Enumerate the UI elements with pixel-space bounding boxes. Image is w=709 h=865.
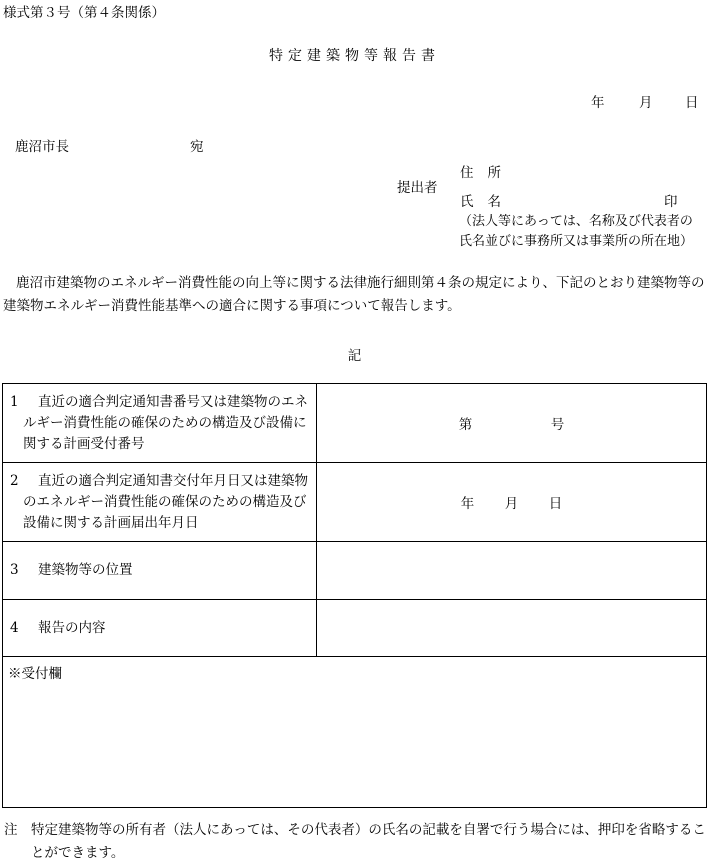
item-label-cell — [3, 600, 317, 657]
date-year-label: 年 — [591, 95, 605, 111]
item-label: 報告の内容 — [38, 619, 106, 636]
item-label: 直近の適合判定通知書番号又は建築物のエネルギー消費性能の確保のための構造及び設備に関する計画受付番号 — [23, 393, 308, 452]
item-number: 3 — [10, 562, 19, 578]
item-label-cell — [3, 542, 317, 600]
recipient-name: 鹿沼市長 — [15, 139, 69, 155]
address-label: 住所 — [460, 165, 515, 181]
table-row — [3, 657, 707, 808]
item-label: 建築物等の位置 — [38, 562, 133, 578]
item-label-cell — [3, 384, 317, 463]
footnote-mark: 注 — [4, 822, 18, 838]
item-number: 2 — [10, 472, 19, 489]
report-statement: 鹿沼市建築物のエネルギー消費性能の向上等に関する法律施行細則第４条の規定により、下記のとおり建築物等の建築物エネルギー消費性能基準への適合に関する事項について報告します。 — [3, 275, 705, 314]
issue-day-label: 日 — [548, 496, 563, 512]
report-content-field[interactable] — [317, 600, 707, 657]
date-line — [591, 91, 699, 111]
document-title: 特定建築物等報告書 — [269, 48, 440, 64]
table-row — [3, 384, 707, 463]
item-number: 1 — [10, 393, 19, 410]
submitter-label: 提出者 — [397, 180, 438, 196]
table-row — [3, 463, 707, 542]
form-number-label: 様式第３号（第４条関係） — [3, 5, 165, 21]
report-table — [2, 383, 707, 808]
ki-heading: 記 — [347, 348, 362, 364]
issue-date-field[interactable] — [317, 463, 707, 542]
table-row — [3, 600, 707, 657]
item-label: 直近の適合判定通知書交付年月日又は建築物のエネルギー消費性能の確保のための構造及び設備に関する計画届出年月日 — [23, 472, 308, 531]
seal-label: 印 — [664, 194, 678, 210]
receipt-area — [3, 657, 707, 808]
date-month-label: 月 — [639, 95, 653, 111]
table-row — [3, 542, 707, 600]
number-suffix-label: 号 — [550, 417, 565, 433]
footnote-text: 特定建築物等の所有者（法人にあっては、その代表者）の氏名の記載を自署で行う場合には、押印を省略することができます。 — [31, 822, 706, 861]
receipt-label: ※受付欄 — [8, 666, 62, 682]
notice-number-field[interactable] — [317, 384, 707, 463]
footnote — [4, 819, 708, 865]
name-label: 氏名 — [460, 194, 515, 210]
issue-month-label: 月 — [504, 496, 519, 512]
item-number: 4 — [10, 619, 19, 636]
corporate-note: （法人等にあっては、名称及び代表者の氏名並びに事務所又は事業所の所在地） — [459, 214, 694, 249]
number-prefix-label: 第 — [458, 417, 473, 433]
item-label-cell — [3, 463, 317, 542]
location-field[interactable] — [317, 542, 707, 600]
recipient-suffix: 宛 — [190, 139, 204, 155]
date-day-label: 日 — [685, 95, 699, 111]
issue-year-label: 年 — [460, 496, 475, 512]
